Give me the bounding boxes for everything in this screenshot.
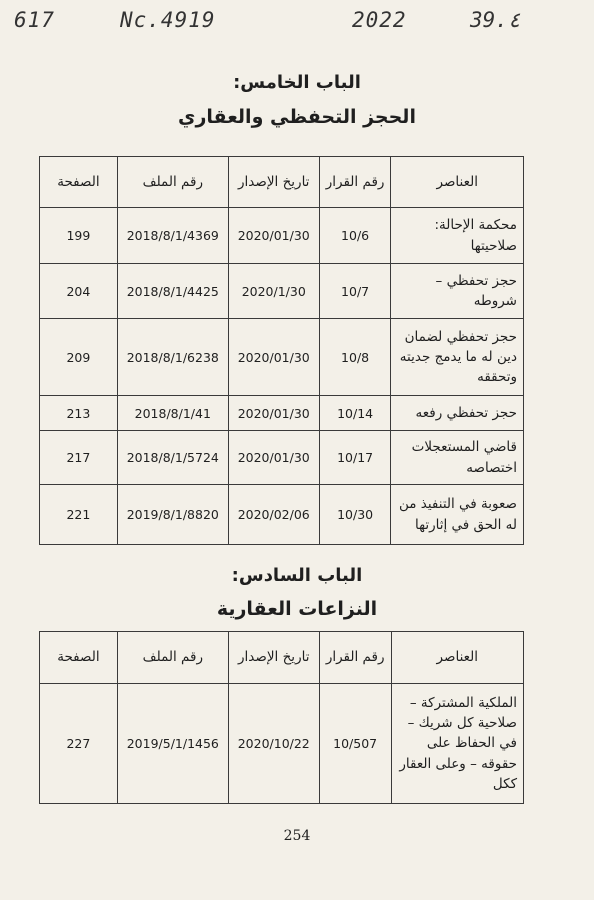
cell-decision: 10/7 (319, 264, 391, 319)
cell-date: 2020/10/22 (228, 684, 319, 804)
handwritten-year: 2022 (352, 8, 407, 32)
cell-decision: 10/507 (319, 684, 391, 804)
cell-decision: 10/8 (319, 319, 391, 396)
cell-file: 2018/8/1/4369 (117, 208, 228, 264)
chapter5-title: الحجز التحفظي والعقاري (178, 106, 416, 128)
header-elements: العناصر (391, 157, 524, 208)
header-page: الصفحة (40, 157, 118, 208)
cell-page: 217 (40, 431, 118, 485)
cell-decision: 10/30 (319, 485, 391, 545)
cell-date: 2020/01/30 (228, 208, 319, 264)
cell-element: حجز تحفظي لضمان دين له ما يدمج جديته وتحققه (391, 319, 524, 396)
cell-element: قاضي المستعجلات اختصاصه (391, 431, 524, 485)
cell-decision: 10/17 (319, 431, 391, 485)
cell-page: 199 (40, 208, 118, 264)
table-row (40, 431, 524, 485)
table-row (40, 264, 524, 319)
cell-element: الملكية المشتركة – صلاحية كل شريك – في الحفاظ على حقوقه – وعلى العقار ككل (391, 684, 523, 804)
cell-date: 2020/01/30 (228, 319, 319, 396)
table-header-row (40, 157, 524, 208)
cell-date: 2020/02/06 (228, 485, 319, 545)
header-date: تاريخ الإصدار (228, 157, 319, 208)
chapter6-part-heading: الباب السادس: (231, 565, 363, 586)
handwritten-code: 39.٤ (470, 8, 521, 32)
cell-element: حجز تحفظي رفعه (391, 396, 524, 431)
header-page: الصفحة (40, 632, 118, 684)
cell-file: 2018/8/1/6238 (117, 319, 228, 396)
handwritten-page-ref: 617 (14, 8, 55, 32)
table-row (40, 485, 524, 545)
cell-file: 2019/8/1/8820 (117, 485, 228, 545)
handwritten-file-ref: Nc.4919 (120, 8, 216, 32)
cell-page: 221 (40, 485, 118, 545)
header-decision: رقم القرار (319, 157, 391, 208)
chapter6-table (39, 631, 524, 804)
header-decision: رقم القرار (319, 632, 391, 684)
table-row (40, 396, 524, 431)
table-row (40, 208, 524, 264)
cell-decision: 10/14 (319, 396, 391, 431)
cell-element: صعوبة في التنفيذ من له الحق في إثارتها (391, 485, 524, 545)
cell-file: 2019/5/1/1456 (117, 684, 228, 804)
cell-date: 2020/1/30 (228, 264, 319, 319)
chapter5-table (39, 156, 524, 545)
cell-element: محكمة الإحالة: صلاحيتها (391, 208, 524, 264)
cell-page: 204 (40, 264, 118, 319)
header-file: رقم الملف (117, 157, 228, 208)
cell-page: 213 (40, 396, 118, 431)
cell-element: حجز تحفظي – شروطه (391, 264, 524, 319)
cell-file: 2018/8/1/5724 (117, 431, 228, 485)
cell-date: 2020/01/30 (228, 396, 319, 431)
chapter6-title: النزاعات العقارية (216, 598, 378, 620)
cell-decision: 10/6 (319, 208, 391, 264)
cell-date: 2020/01/30 (228, 431, 319, 485)
page-number: 254 (283, 828, 311, 844)
header-file: رقم الملف (117, 632, 228, 684)
header-date: تاريخ الإصدار (228, 632, 319, 684)
table-row (40, 319, 524, 396)
cell-file: 2018/8/1/4425 (117, 264, 228, 319)
cell-page: 227 (40, 684, 118, 804)
cell-page: 209 (40, 319, 118, 396)
table-row (40, 684, 524, 804)
table-header-row (40, 632, 524, 684)
header-elements: العناصر (391, 632, 523, 684)
cell-file: 2018/8/1/41 (117, 396, 228, 431)
chapter5-part-heading: الباب الخامس: (233, 72, 361, 93)
